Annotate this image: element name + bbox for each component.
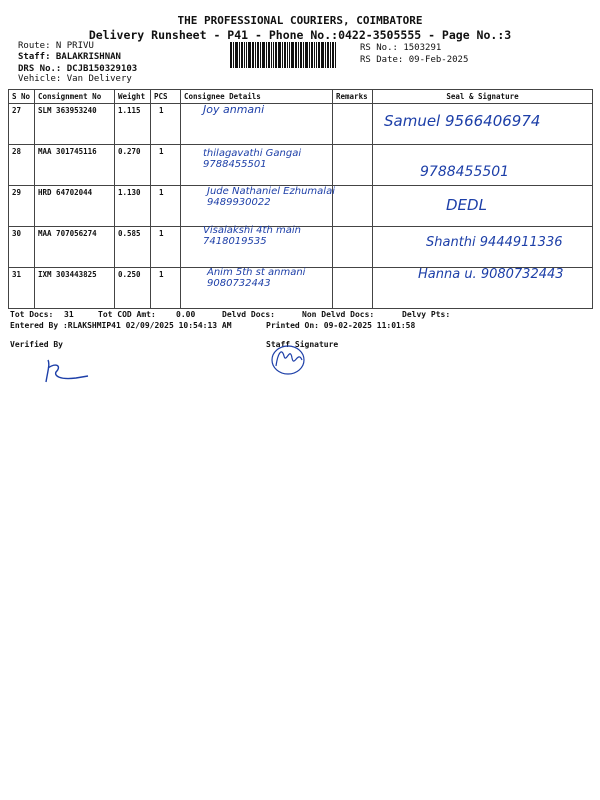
cell-sno: 31 [9, 268, 35, 309]
verified-signature [36, 356, 96, 386]
delvd-docs-label: Delvd Docs: [222, 310, 275, 319]
cell-pcs: 1 [151, 145, 181, 186]
cell-sno: 30 [9, 227, 35, 268]
col-weight: Weight [115, 90, 151, 104]
tot-cod-value: 0.00 [176, 310, 196, 319]
col-sno: S No [9, 90, 35, 104]
route-label: Route: N PRIVU [18, 41, 94, 51]
cell-weight: 0.250 [115, 268, 151, 309]
vehicle-label: Vehicle: Van Delivery [18, 74, 132, 84]
verified-by-label: Verified By [10, 340, 63, 349]
cell-weight: 1.130 [115, 186, 151, 227]
handwritten-signature: Hanna u. 9080732443 [418, 267, 564, 282]
cell-consignment: MAA 707056274 [35, 227, 115, 268]
delvy-pts-label: Delvy Pts: [402, 310, 451, 319]
handwritten-signature: Samuel 9566406974 [384, 112, 541, 130]
tot-cod-label: Tot COD Amt: [98, 310, 156, 319]
barcode [230, 42, 354, 68]
staff-signature-scribble [262, 338, 322, 378]
handwritten-consignee: Anim 5th st anmani 9080732443 [207, 267, 306, 289]
cell-pcs: 1 [151, 227, 181, 268]
rs-date: RS Date: 09-Feb-2025 [360, 55, 469, 65]
tot-docs-label: Tot Docs: [10, 310, 54, 319]
cell-pcs: 1 [151, 104, 181, 145]
entered-by: Entered By :RLAKSHMIP41 02/09/2025 10:54:13 AM [10, 321, 232, 330]
tot-docs-value: 31 [64, 310, 74, 319]
cell-pcs: 1 [151, 268, 181, 309]
cell-weight: 1.115 [115, 104, 151, 145]
non-delvd-docs-label: Non Delvd Docs: [302, 310, 375, 319]
staff-label: Staff: BALAKRISHNAN [18, 52, 121, 62]
drs-number: DRS No.: DCJB150329103 [18, 64, 138, 74]
company-title: THE PROFESSIONAL COURIERS, COIMBATORE [177, 14, 423, 27]
cell-consignment: SLM 363953240 [35, 104, 115, 145]
cell-pcs: 1 [151, 186, 181, 227]
col-consignee: Consignee Details [181, 90, 333, 104]
cell-sno: 29 [9, 186, 35, 227]
cell-sno: 28 [9, 145, 35, 186]
printed-on: Printed On: 09-02-2025 11:01:58 [266, 321, 416, 330]
runsheet-title: Delivery Runsheet - P41 - Phone No.:0422-3505555 - Page No.:3 [88, 28, 512, 42]
handwritten-signature: 9788455501 [420, 164, 510, 180]
handwritten-consignee: thilagavathi Gangai 9788455501 [203, 148, 302, 170]
cell-consignment: HRD 64702044 [35, 186, 115, 227]
staff-signature-label: Staff Signature [266, 340, 339, 349]
handwritten-consignee: Visalakshi 4th main 7418019535 [203, 225, 301, 247]
handwritten-consignee: Joy anmani [203, 103, 265, 116]
cell-consignment: IXM 303443825 [35, 268, 115, 309]
cell-weight: 0.270 [115, 145, 151, 186]
rs-number: RS No.: 1503291 [360, 43, 442, 53]
handwritten-signature: Shanthi 9444911336 [426, 235, 563, 250]
cell-consignment: MAA 301745116 [35, 145, 115, 186]
col-pcs: PCS [151, 90, 181, 104]
col-consignment: Consignment No [35, 90, 115, 104]
col-signature: Seal & Signature [373, 90, 593, 104]
cell-weight: 0.585 [115, 227, 151, 268]
handwritten-consignee: Jude Nathaniel Ezhumalai 9489930022 [207, 186, 335, 208]
cell-remarks [333, 268, 373, 309]
cell-sno: 27 [9, 104, 35, 145]
table-header-row [9, 90, 593, 104]
col-remarks: Remarks [333, 90, 373, 104]
handwritten-signature: DEDL [446, 196, 487, 214]
